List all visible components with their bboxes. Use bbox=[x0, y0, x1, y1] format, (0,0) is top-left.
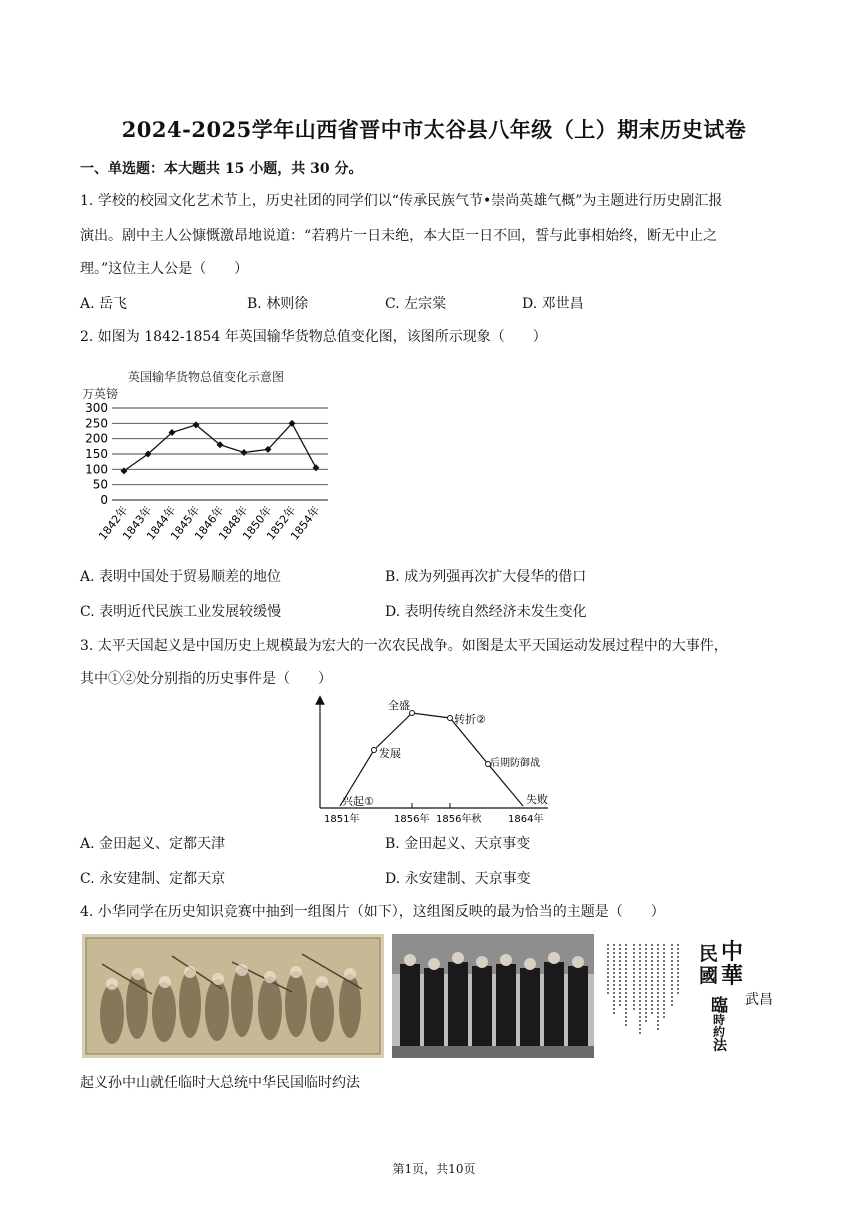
q4-caption-right: 武昌 bbox=[745, 992, 773, 1008]
section-heading: 一、单选题：本大题共 15 小题，共 30 分。 bbox=[80, 161, 363, 177]
diagram-label-develop: 发展 bbox=[379, 747, 401, 760]
calligraphy-char: 臨 bbox=[711, 996, 728, 1016]
diagram-year-1856: 1856年 bbox=[394, 814, 430, 825]
taiping-diagram bbox=[308, 690, 563, 830]
calligraphy-char: 約 bbox=[713, 1025, 726, 1039]
q2-option-c: C. 表明近代民族工业发展较缓慢 bbox=[80, 604, 282, 620]
chart-x-tick-label: 1844年 bbox=[144, 503, 179, 543]
chart-title: 英国输华货物总值变化示意图 bbox=[128, 370, 285, 384]
q2-option-a: A. 表明中国处于贸易顺差的地位 bbox=[80, 569, 282, 585]
chart-data-point bbox=[241, 449, 248, 456]
diagram-label-turning: 转折② bbox=[454, 713, 486, 726]
diagram-year-1851: 1851年 bbox=[324, 814, 360, 825]
q1-option-d: D. 邓世昌 bbox=[522, 296, 584, 312]
chart-x-tick-label: 1850年 bbox=[240, 503, 275, 543]
chart-x-tick-label: 1854年 bbox=[288, 503, 323, 543]
diagram-label-defense: 后期防御战 bbox=[490, 758, 540, 769]
diagram-label-rise: 兴起① bbox=[342, 795, 374, 808]
calligraphy-char: 華 bbox=[721, 963, 744, 989]
diagram-point-turning bbox=[448, 716, 453, 721]
diagram-year-1864: 1864年 bbox=[508, 814, 544, 825]
chart-y-tick-label: 300 bbox=[85, 401, 108, 415]
page-footer: 第1页，共10页 bbox=[392, 1162, 476, 1176]
calligraphy-char: 中 bbox=[721, 939, 744, 965]
chart-x-tick-label: 1848年 bbox=[216, 503, 251, 543]
q2-option-d: D. 表明传统自然经济未发生变化 bbox=[385, 604, 587, 620]
q4-caption-line: 起义孙中山就任临时大总统中华民国临时约法 bbox=[80, 1075, 360, 1091]
diagram-point-develop bbox=[372, 748, 377, 753]
q1-option-b: B. 林则徐 bbox=[247, 296, 309, 312]
chart-y-tick-label: 50 bbox=[92, 477, 108, 492]
chart-y-tick-label: 100 bbox=[85, 462, 108, 477]
chart-y-tick-label: 250 bbox=[85, 416, 108, 431]
q3-option-b: B. 金田起义、天京事变 bbox=[385, 836, 531, 852]
diagram-label-failure: 失败 bbox=[526, 793, 548, 806]
chart-x-tick-label: 1846年 bbox=[192, 503, 227, 543]
chart-data-point bbox=[313, 464, 320, 471]
diagram-point-peak bbox=[410, 711, 415, 716]
q3-option-a: A. 金田起义、定都天津 bbox=[80, 836, 226, 852]
chart-y-tick-label: 150 bbox=[85, 447, 108, 461]
chart-x-tick-label: 1843年 bbox=[120, 503, 155, 543]
chart-y-tick-label: 200 bbox=[85, 431, 108, 446]
chart-y-tick-label: 0 bbox=[100, 493, 108, 507]
wuchang-uprising-relief-image bbox=[82, 934, 384, 1058]
q3-line1: 3. 太平天国起义是中国历史上规模最为宏大的一次农民战争。如图是太平天国运动发展过程中的大事件， bbox=[80, 638, 728, 654]
q1-line1: 1. 学校的校园文化艺术节上，历史社团的同学们以“传承民族气节•崇尚英雄气概”为主题进行历史剧汇报 bbox=[80, 193, 723, 209]
chart-x-tick-label: 1852年 bbox=[264, 503, 299, 543]
diagram-label-peak: 全盛 bbox=[388, 699, 410, 712]
chart-x-tick-label: 1845年 bbox=[168, 503, 203, 543]
q3-option-c: C. 永安建制、定都天京 bbox=[80, 871, 226, 887]
q3-line2: 其中①②处分别指的历史事件是（ ） bbox=[80, 671, 332, 687]
q1-option-c: C. 左宗棠 bbox=[385, 296, 447, 312]
q3-option-d: D. 永安建制、天京事变 bbox=[385, 871, 531, 887]
sun-yatsen-inauguration-photo bbox=[392, 934, 594, 1058]
chart-x-tick-label: 1842年 bbox=[96, 503, 131, 543]
provisional-constitution-document-image bbox=[602, 936, 712, 1054]
q2-option-b: B. 成为列强再次扩大侵华的借口 bbox=[385, 569, 587, 585]
chart-ylabel: 万英镑 bbox=[82, 387, 119, 401]
calligraphy-char: 時 bbox=[713, 1013, 726, 1027]
diagram-year-1856-autumn: 1856年秋 bbox=[436, 814, 482, 825]
q1-line3: 理。”这位主人公是（ ） bbox=[80, 261, 249, 277]
constitution-title-calligraphy bbox=[697, 935, 745, 1055]
page-title: 2024-2025学年山西省晋中市太谷县八年级（上）期末历史试卷 bbox=[121, 117, 747, 142]
calligraphy-char: 國 bbox=[699, 965, 719, 987]
trade-line-chart bbox=[80, 360, 350, 560]
q4-stem: 4. 小华同学在历史知识竞赛中抽到一组图片（如下），这组图反映的最为恰当的主题是（ ） bbox=[80, 904, 665, 920]
q1-line2: 演出。剧中主人公慷慨激昂地说道：“若鸦片一日未绝，本大臣一日不回，誓与此事相始终，断无中止之 bbox=[80, 228, 718, 244]
q2-stem: 2. 如图为 1842-1854 年英国输华货物总值变化图，该图所示现象（ ） bbox=[80, 329, 547, 345]
calligraphy-char: 法 bbox=[713, 1038, 727, 1054]
q1-option-a: A. 岳飞 bbox=[80, 296, 128, 312]
calligraphy-char: 民 bbox=[699, 943, 719, 965]
